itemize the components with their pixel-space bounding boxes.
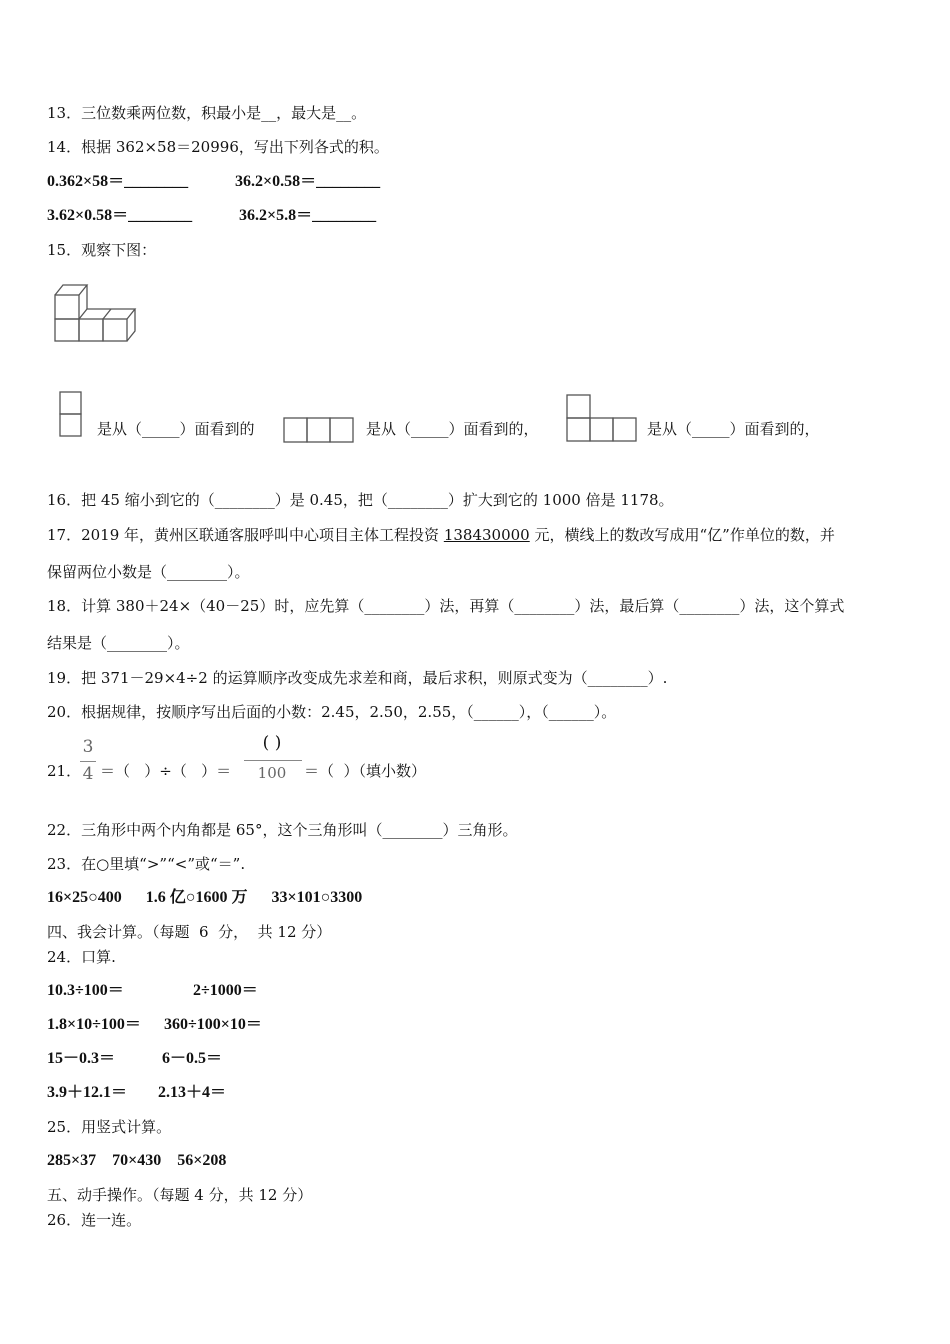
q17-suffix: 元，横线上的数改写成用“亿”作单位的数，并 — [529, 526, 835, 544]
fraction-bar — [80, 761, 96, 762]
q24-r2a: 1.8×10÷100＝ — [47, 1016, 141, 1033]
question-18-line2: 结果是（________）。 — [47, 634, 190, 652]
q25-items: 285×37 70×430 56×208 — [47, 1152, 227, 1169]
question-21-label: 21． — [47, 762, 82, 780]
q24-r1b: 2÷1000＝ — [193, 982, 258, 999]
view-vertical-two-squares — [58, 390, 84, 440]
fraction2-denominator: 100 — [257, 764, 287, 782]
q24-r1a: 10.3÷100＝ — [47, 982, 124, 999]
question-16: 16．把 45 缩小到它的（________）是 0.45，把（________）扩大到它的 1000 倍是 1178。 — [47, 491, 674, 509]
question-17-line2: 保留两位小数是（________）。 — [47, 563, 250, 581]
question-17-line1 — [47, 525, 835, 545]
q24-r4b: 2.13＋4＝ — [158, 1084, 227, 1101]
q14-item-d: 36.2×5.8＝________ — [239, 207, 377, 224]
question-23-stem: 23．在○里填“>”“<”或“＝”. — [47, 855, 246, 873]
question-26: 26．连一连。 — [47, 1211, 142, 1229]
view-three-squares-row — [282, 415, 356, 445]
q17-prefix: 17．2019 年，黄州区联通客服呼叫中心项目主体工程投资 — [47, 526, 444, 544]
q21-tail: ＝（ ）（填小数） — [304, 762, 427, 780]
q24-r4a: 3.9＋12.1＝ — [47, 1084, 128, 1101]
q24-r2b: 360÷100×10＝ — [164, 1016, 262, 1033]
q14-item-b: 36.2×0.58＝________ — [235, 173, 381, 190]
q15-view2-text: 是从（_____）面看到的， — [366, 420, 539, 438]
fraction-numerator: 3 — [82, 737, 94, 757]
q14-item-c: 3.62×0.58＝________ — [47, 207, 193, 224]
question-18-line1: 18．计算 380＋24×（40－25）时，应先算（________）法，再算（________）法，最后算（________）法，这个算式 — [47, 597, 845, 615]
q15-view1-text: 是从（_____）面看到的 — [97, 420, 255, 438]
q17-underlined-number: 138430000 — [443, 526, 530, 544]
cube-arrangement-figure — [50, 280, 140, 344]
q23-items: 16×25○400 1.6 亿○1600 万 33×101○3300 — [47, 889, 363, 906]
fraction-denominator: 4 — [82, 764, 94, 784]
question-25-stem: 25．用竖式计算。 — [47, 1118, 172, 1136]
question-19: 19．把 371－29×4÷2 的运算顺序改变成先求差和商，最后求积，则原式变为（________）. — [47, 669, 668, 687]
section-4-heading: 四、我会计算。（每题 6 分， 共 12 分） — [47, 923, 332, 941]
q14-item-a: 0.362×58＝________ — [47, 173, 189, 190]
question-24-stem: 24．口算. — [47, 948, 116, 966]
fraction2-numerator: ( ) — [262, 733, 282, 753]
q24-r3a: 15－0.3＝ — [47, 1050, 116, 1067]
q15-view3-text: 是从（_____）面看到的， — [647, 420, 820, 438]
question-15-stem: 15．观察下图： — [47, 241, 157, 259]
question-14-stem: 14．根据 362×58＝20996，写出下列各式的积。 — [47, 138, 389, 156]
q21-middle: ＝（ ）÷（ ）＝ — [100, 762, 232, 780]
question-20: 20．根据规律，按顺序写出后面的小数：2.45，2.50，2.55，（______），（______）。 — [47, 703, 617, 721]
q24-r3b: 6－0.5＝ — [162, 1050, 223, 1067]
section-5-heading: 五、动手操作。（每题 4 分，共 12 分） — [47, 1186, 313, 1204]
view-l-shape — [565, 393, 639, 445]
question-13: 13．三位数乘两位数，积最小是__，最大是__。 — [47, 104, 367, 122]
question-22: 22．三角形中两个内角都是 65°，这个三角形叫（________）三角形。 — [47, 821, 518, 839]
fraction2-bar — [244, 760, 302, 761]
